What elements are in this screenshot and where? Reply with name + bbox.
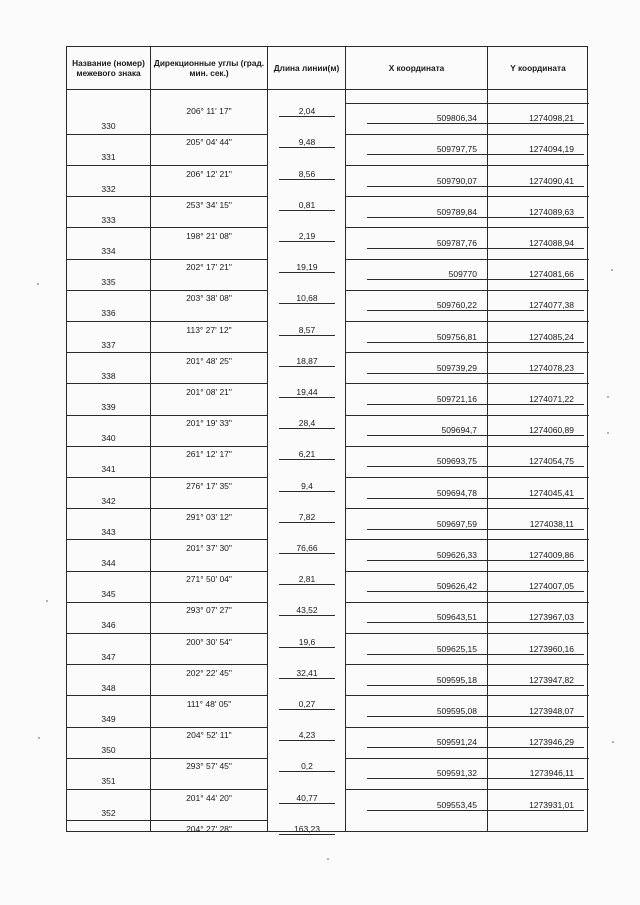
line-length: 9,4 — [279, 481, 335, 492]
line-length: 8,57 — [279, 325, 335, 336]
scan-speck — [46, 600, 48, 602]
x-coordinate: 509756,81 — [367, 332, 487, 343]
direction-angle: 201° 19' 33" — [186, 418, 232, 429]
point-name: 332 — [101, 183, 116, 194]
direction-angle: 113° 27' 12" — [186, 324, 232, 335]
point-name: 351 — [101, 776, 116, 787]
point-name: 331 — [101, 152, 116, 163]
row-divider — [345, 290, 589, 291]
line-length: 19,44 — [279, 387, 335, 398]
x-coordinate: 509694,78 — [367, 488, 487, 499]
line-length: 9,48 — [279, 137, 335, 148]
scan-speck — [38, 737, 40, 739]
row-divider — [67, 290, 268, 291]
y-coordinate: 1274060,89 — [488, 425, 584, 436]
row-divider — [345, 321, 589, 322]
row-divider — [67, 415, 268, 416]
direction-angle: 261° 12' 17" — [186, 449, 232, 460]
y-coordinate: 1274054,75 — [488, 456, 584, 467]
x-coordinate: 509625,15 — [367, 644, 487, 655]
line-length: 2,81 — [279, 574, 335, 585]
direction-angle: 293° 07' 27" — [186, 605, 232, 616]
boundary-coordinates-table — [66, 46, 588, 832]
y-coordinate: 1274089,63 — [488, 207, 584, 218]
scan-speck — [612, 741, 614, 743]
x-coordinate: 509643,51 — [367, 612, 487, 623]
line-length: 0,2 — [279, 761, 335, 772]
point-name: 347 — [101, 651, 116, 662]
line-length: 8,56 — [279, 169, 335, 180]
direction-angle: 205° 04' 44" — [186, 137, 232, 148]
point-name: 339 — [101, 402, 116, 412]
point-name: 340 — [101, 433, 116, 444]
direction-angle: 202° 22' 45" — [186, 667, 232, 678]
direction-angle: 200° 30' 54" — [186, 636, 232, 647]
y-coordinate: 1273948,07 — [488, 706, 584, 717]
row-divider — [345, 134, 589, 135]
x-coordinate: 509591,32 — [367, 768, 487, 779]
point-name: 346 — [101, 620, 116, 631]
point-name: 338 — [101, 370, 116, 381]
row-divider — [67, 820, 268, 821]
row-divider — [345, 727, 589, 728]
line-length: 0,27 — [279, 699, 335, 710]
y-coordinate: 1274094,19 — [488, 144, 584, 155]
row-divider — [345, 695, 589, 696]
point-name: 343 — [101, 526, 116, 537]
line-length: 10,68 — [279, 293, 335, 304]
y-coordinate: 1274038,11 — [488, 519, 584, 530]
row-divider — [67, 539, 268, 540]
x-coordinate: 509806,34 — [367, 113, 487, 124]
x-coordinate: 509697,59 — [367, 519, 487, 530]
y-coordinate: 1274098,21 — [488, 113, 584, 124]
y-coordinate: 1274081,66 — [488, 269, 584, 280]
direction-angle: 204° 27' 28" — [186, 823, 232, 834]
scan-speck — [327, 858, 329, 860]
header-line-length: Длина линии(м) — [273, 63, 340, 73]
x-coordinate: 509790,07 — [367, 176, 487, 187]
x-coordinate: 509626,33 — [367, 550, 487, 561]
row-divider — [345, 103, 589, 104]
direction-angle: 201° 37' 30" — [186, 543, 232, 553]
row-divider — [67, 727, 268, 728]
line-length: 28,4 — [279, 418, 335, 429]
line-length: 2,04 — [279, 106, 335, 117]
row-divider — [345, 539, 589, 540]
point-name: 336 — [101, 308, 116, 319]
line-length: 40,77 — [279, 793, 335, 804]
direction-angle: 202° 17' 21" — [186, 262, 232, 273]
row-divider — [67, 321, 268, 322]
direction-angle: 198° 21' 08" — [186, 231, 232, 241]
line-length: 43,52 — [279, 605, 335, 616]
row-divider — [345, 383, 589, 384]
row-divider — [67, 602, 268, 603]
point-name: 345 — [101, 589, 116, 600]
line-length: 18,87 — [279, 356, 335, 367]
row-divider — [345, 633, 589, 634]
row-divider — [67, 259, 268, 260]
x-coordinate: 509760,22 — [367, 300, 487, 311]
direction-angle: 201° 44' 20" — [186, 792, 232, 803]
row-divider — [345, 196, 589, 197]
y-coordinate: 1273947,82 — [488, 675, 584, 686]
y-coordinate: 1274071,22 — [488, 394, 584, 405]
row-divider — [67, 758, 268, 759]
point-name: 352 — [101, 807, 116, 818]
row-divider — [345, 259, 589, 260]
header-direction-angle: Дирекционные углы (град. мин. сек.) — [153, 58, 265, 78]
x-coordinate: 509739,29 — [367, 363, 487, 374]
row-divider — [345, 789, 589, 790]
point-name: 342 — [101, 495, 116, 506]
y-coordinate: 1274007,05 — [488, 581, 584, 592]
header-y-coordinate: Y координата — [510, 63, 566, 73]
direction-angle: 111° 48' 05" — [186, 699, 232, 709]
point-name: 348 — [101, 682, 116, 693]
line-length: 4,23 — [279, 730, 335, 741]
scan-speck — [611, 269, 613, 271]
y-coordinate: 1274088,94 — [488, 238, 584, 249]
row-divider — [345, 165, 589, 166]
header-point-name: Название (номер) межевого знака — [72, 58, 145, 78]
direction-angle: 203° 38' 08" — [186, 293, 232, 304]
y-coordinate: 1274077,38 — [488, 300, 584, 311]
line-length: 2,19 — [279, 231, 335, 242]
x-coordinate: 509787,76 — [367, 238, 487, 249]
point-name: 341 — [101, 464, 116, 475]
row-divider — [67, 227, 268, 228]
direction-angle: 293° 57' 45" — [186, 761, 232, 772]
row-divider — [67, 789, 268, 790]
scan-speck — [607, 396, 609, 398]
x-coordinate: 509595,08 — [367, 706, 487, 717]
line-length: 32,41 — [279, 668, 335, 679]
x-coordinate: 509694,7 — [367, 425, 487, 436]
row-divider — [67, 508, 268, 509]
row-divider — [345, 446, 589, 447]
row-divider — [67, 446, 268, 447]
direction-angle: 206° 11' 17" — [186, 106, 232, 117]
line-length: 6,21 — [279, 449, 335, 460]
row-divider — [67, 383, 268, 384]
y-coordinate: 1274090,41 — [488, 176, 584, 187]
y-coordinate: 1273946,11 — [488, 768, 584, 779]
point-name: 337 — [101, 339, 116, 350]
row-divider — [345, 602, 589, 603]
row-divider — [345, 508, 589, 509]
x-coordinate: 509797,75 — [367, 144, 487, 155]
x-coordinate: 509770 — [367, 269, 487, 280]
point-name: 350 — [101, 745, 116, 756]
row-divider — [67, 196, 268, 197]
row-divider — [345, 352, 589, 353]
row-divider — [345, 664, 589, 665]
direction-angle: 204° 52' 11" — [186, 730, 232, 741]
y-coordinate: 1274045,41 — [488, 488, 584, 499]
y-coordinate: 1273967,03 — [488, 612, 584, 623]
direction-angle: 276° 17' 35" — [186, 480, 232, 491]
point-name: 335 — [101, 277, 116, 288]
direction-angle: 253° 34' 15" — [186, 199, 232, 210]
line-length: 7,82 — [279, 512, 335, 523]
y-coordinate: 1274085,24 — [488, 332, 584, 343]
header-divider — [67, 89, 587, 90]
y-coordinate: 1273931,01 — [488, 800, 584, 811]
x-coordinate: 509553,45 — [367, 800, 487, 811]
x-coordinate: 509591,24 — [367, 737, 487, 748]
line-length: 0,81 — [279, 200, 335, 211]
row-divider — [67, 571, 268, 572]
line-length: 163,23 — [279, 824, 335, 835]
y-coordinate: 1273960,16 — [488, 644, 584, 655]
direction-angle: 291° 03' 12" — [186, 511, 232, 522]
x-coordinate: 509595,18 — [367, 675, 487, 686]
direction-angle: 201° 08' 21" — [186, 387, 232, 397]
point-name: 349 — [101, 714, 116, 724]
scan-speck — [607, 432, 609, 434]
line-length: 19,6 — [279, 637, 335, 648]
row-divider — [67, 664, 268, 665]
point-name: 333 — [101, 214, 116, 225]
point-name: 330 — [101, 121, 116, 132]
row-divider — [67, 352, 268, 353]
row-divider — [345, 227, 589, 228]
direction-angle: 206° 12' 21" — [186, 168, 232, 179]
row-divider — [67, 134, 268, 135]
direction-angle: 201° 48' 25" — [186, 355, 232, 366]
x-coordinate: 509789,84 — [367, 207, 487, 218]
row-divider — [67, 633, 268, 634]
y-coordinate: 1273946,29 — [488, 737, 584, 748]
x-coordinate: 509693,75 — [367, 456, 487, 467]
row-divider — [67, 477, 268, 478]
row-divider — [67, 165, 268, 166]
row-divider — [345, 571, 589, 572]
point-name: 334 — [101, 246, 116, 256]
y-coordinate: 1274009,86 — [488, 550, 584, 561]
row-divider — [345, 477, 589, 478]
x-coordinate: 509721,16 — [367, 394, 487, 405]
x-coordinate: 509626,42 — [367, 581, 487, 592]
point-name: 344 — [101, 558, 116, 568]
direction-angle: 271° 50' 04" — [186, 574, 232, 585]
row-divider — [345, 415, 589, 416]
row-divider — [345, 758, 589, 759]
y-coordinate: 1274078,23 — [488, 363, 584, 374]
line-length: 76,66 — [279, 543, 335, 554]
line-length: 19,19 — [279, 262, 335, 273]
scan-speck — [37, 283, 39, 285]
header-x-coordinate: X координата — [388, 63, 445, 73]
row-divider — [67, 695, 268, 696]
